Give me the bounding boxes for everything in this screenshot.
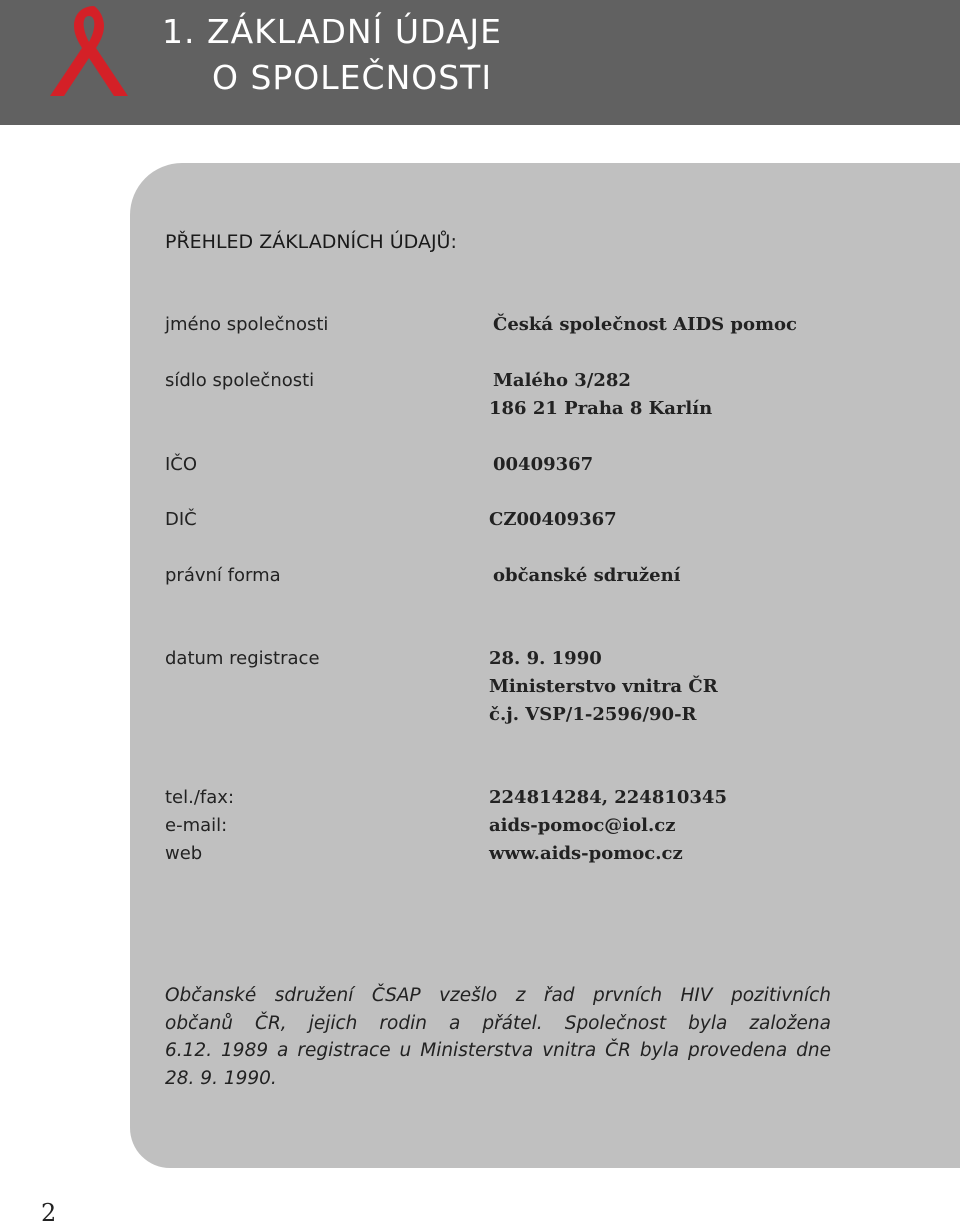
registration-number: č.j. VSP/1-2596/90-R — [489, 704, 697, 725]
email-label: e-mail: — [165, 815, 228, 836]
dic-value: CZ00409367 — [489, 509, 617, 530]
seat-value-city: 186 21 Praha 8 Karlín — [489, 398, 713, 419]
name-value: Česká společnost AIDS pomoc — [493, 314, 797, 335]
tel-value: 224814284, 224810345 — [489, 787, 727, 808]
seat-value-street: Malého 3/282 — [493, 370, 631, 391]
page-title-line1: 1. ZÁKLADNÍ ÚDAJE — [162, 12, 502, 51]
page-title-line2: O SPOLEČNOSTI — [212, 58, 493, 97]
registration-label: datum registrace — [165, 648, 320, 669]
paragraph-line: občanů ČR, jejich rodin a přátel. Společnost byla založena — [165, 1012, 831, 1034]
web-value[interactable]: www.aids-pomoc.cz — [489, 843, 683, 864]
paragraph-line: 28. 9. 1990. — [165, 1067, 277, 1089]
web-label: web — [165, 843, 203, 864]
red-ribbon-icon — [44, 2, 128, 98]
section-title: PŘEHLED ZÁKLADNÍCH ÚDAJŮ: — [165, 231, 457, 253]
legal-form-label: právní forma — [165, 565, 281, 586]
paragraph-line: 6.12. 1989 a registrace u Ministerstva vnitra ČR byla provedena dne — [165, 1040, 831, 1061]
email-value[interactable]: aids-pomoc@iol.cz — [489, 815, 676, 836]
legal-form-value: občanské sdružení — [493, 565, 681, 586]
registration-date: 28. 9. 1990 — [489, 648, 602, 669]
registration-authority: Ministerstvo vnitra ČR — [489, 676, 718, 697]
seat-label: sídlo společnosti — [165, 370, 315, 391]
paragraph-line: Občanské sdružení ČSAP vzešlo z řad prvních HIV pozitivních — [165, 985, 831, 1006]
dic-label: DIČ — [165, 509, 197, 530]
description-paragraph — [165, 982, 831, 1092]
ico-value: 00409367 — [493, 454, 594, 475]
ico-label: IČO — [165, 454, 198, 475]
tel-label: tel./fax: — [165, 787, 235, 808]
header-bar — [0, 0, 960, 125]
page-number: 2 — [41, 1199, 57, 1227]
name-label: jméno společnosti — [165, 314, 329, 335]
